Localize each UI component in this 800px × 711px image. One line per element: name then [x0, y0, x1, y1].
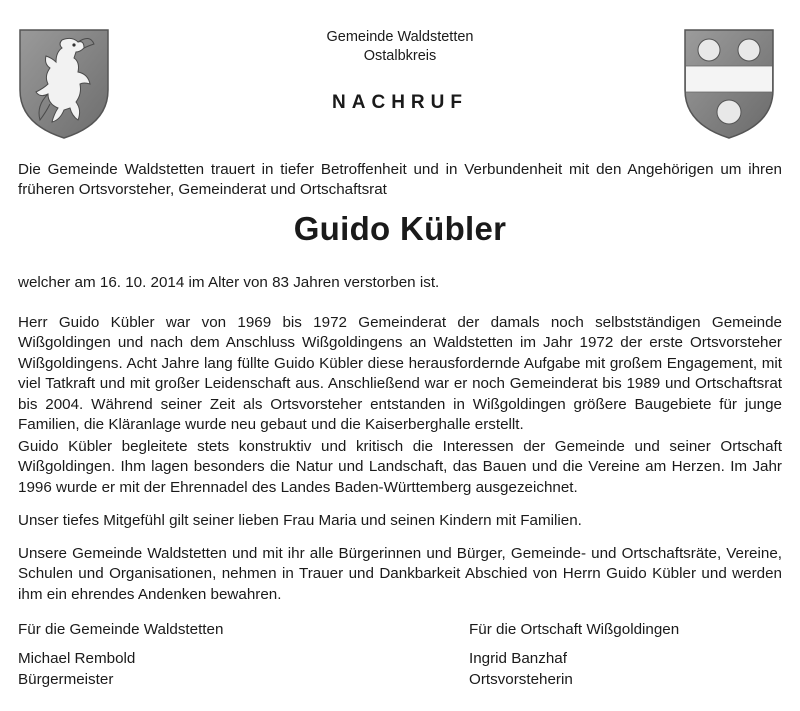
body-paragraph: Herr Guido Kübler war von 1969 bis 1972 Gemeinderat der damals noch selbstständigen Gemeinde Wißgoldingen und nach dem Anschluss Wißgoldingens an Waldstetten im Jahr 1972 der erste Ortsvorsteher Wißgoldingens. Acht Jahre lang füllte Guido Kübler diese herausfordernde Aufgabe mit großem Engagement, mit viel Tatkraft und mit großer Leidenschaft aus. Anschließend war er noch Gemeinderat bis 1989 und Ortschaftsrat bis 2004. Während seiner Zeit als Ortsvorsteher entstanden in Wißgoldingen größere Baugebiete für junge Familien, die Kläranlage wurde neu gebaut und die Kaiserberghalle erstellt. [18, 314, 782, 434]
municipality-name: Gemeinde Waldstetten [326, 29, 474, 45]
signature-left-for: Für die Gemeinde Waldstetten [18, 621, 224, 638]
signature-right-role: Ortsvorsteherin [469, 671, 573, 688]
signature-right-name: Ingrid Banzhaf [469, 650, 567, 667]
body-paragraph: Unser tiefes Mitgefühl gilt seiner lieben Frau Maria und seinen Kindern mit Familien. [18, 512, 582, 529]
death-notice: welcher am 16. 10. 2014 im Alter von 83 Jahren verstorben ist. [18, 274, 440, 291]
municipality-header [200, 28, 600, 66]
signature-right-for: Für die Ortschaft Wißgoldingen [469, 621, 680, 638]
page-title: NACHRUF [332, 92, 468, 113]
body-paragraph: Unsere Gemeinde Waldstetten und mit ihr alle Bürgerinnen und Bürger, Gemeinde- und Ortschaftsräte, Vereine, Schulen und Organisationen, nehmen in Trauer und Dankbarkeit Abschied von Herrn Guido Kübler und werden ihm ein ehrendes Andenken bewahren. [18, 545, 782, 603]
signature-left-name: Michael Rembold [18, 650, 136, 667]
signature-left-role: Bürgermeister [18, 671, 114, 688]
body-paragraph: Guido Kübler begleitete stets konstruktiv und kritisch die Interessen der Gemeinde und seiner Ortschaft Wißgoldingen. Ihm lagen besonders die Natur und Landschaft, das Bauen und die Vereine am Herzen. Im Jahr 1996 wurde er mit der Ehrennadel des Landes Baden-Württemberg ausgezeichnet. [18, 438, 782, 496]
lion-coat-of-arms-icon [18, 28, 110, 140]
deceased-name: Guido Kübler [293, 210, 507, 247]
district-name: Ostalbkreis [363, 48, 437, 64]
shield-three-circles-coat-of-arms-icon [683, 28, 775, 140]
intro-text: Die Gemeinde Waldstetten trauert in tiefer Betroffenheit und in Verbundenheit mit den Angehörigen um ihren früheren Ortsvorsteher, Gemeinderat und Ortschaftsrat [18, 161, 782, 199]
